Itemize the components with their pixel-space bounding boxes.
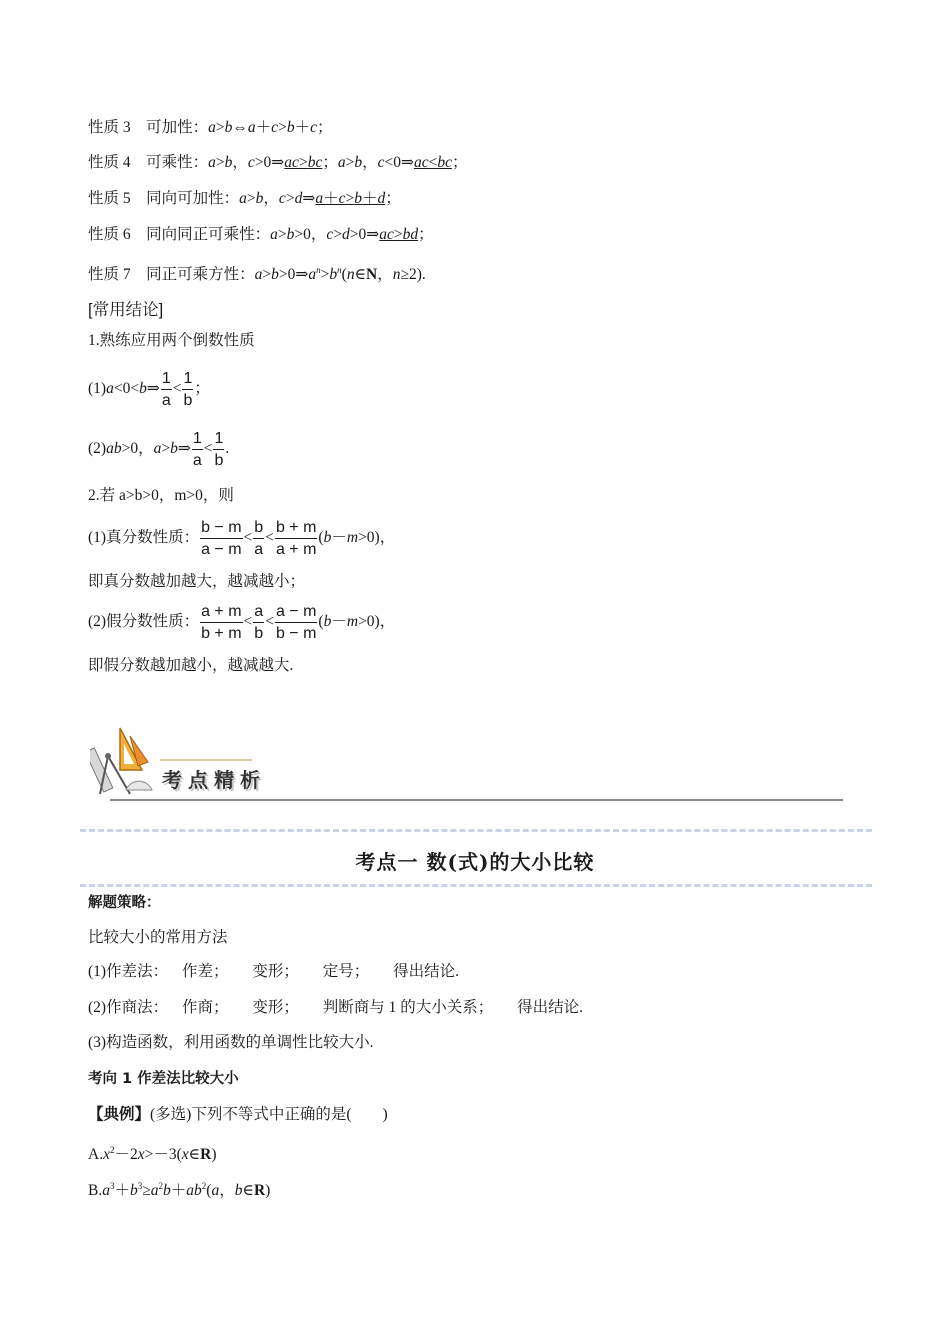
direction-heading: 考向 1 作差法比较大小 [88,1071,239,1087]
strategy-heading: 解题策略： [88,895,161,911]
false-fraction-property: (2)假分数性质： $\frac{a + m}{b + m}$ < $\frac{a}{b}$ < $\frac{a - m}{b - m}$ (b－m>0)， [88,602,396,642]
property-6 [88,225,434,245]
property-label: 性质 3 [88,119,131,136]
method-step: 变形； [252,999,299,1016]
property-3 [88,118,332,138]
property-formula: $a>b>0\Rightarrow a^n>b^n(n\in N$，n≥2). [254,265,426,284]
false-fraction-label: (2)假分数性质： [88,613,200,630]
property-name: 可乘性： [146,154,209,171]
property-5 [88,189,401,209]
method-1 [88,962,459,982]
true-fraction-property: (1)真分数性质： $\frac{b - m}{a - m}$ < $\frac{b}{a}$ < $\frac{b + m}{a + m}$ (b－m>0)， [88,518,396,558]
example-tag: 【典例】 [88,1106,151,1123]
reciprocal-property-2: (2)ab>0，a>b⇒ $\frac{1}{a}$ < $\frac{1}{b}$ . [88,430,230,469]
drafting-tools-icon [90,726,156,798]
method-step: 得出结论. [517,999,584,1016]
option-a: $A.x^2-2x>-3(x\in R)$ [88,1145,217,1164]
method-step: 作差； [181,963,229,980]
dashed-divider-bottom [80,884,872,887]
method-step: 定号； [322,963,370,980]
dashed-divider-top [80,829,872,832]
option-b: $B.a^3+b^3\ge a^2b+ab^2(a$，b∈R) [88,1181,271,1200]
property-formula: a>b>0，c>d>0⇒ac>bd； [270,226,434,243]
property-label: 性质 6 [88,226,131,243]
true-fraction-label: (1)真分数性质： [88,529,200,546]
property-name: 同正可乘方性： [146,266,255,284]
method-label: (1)作差法： [88,963,169,980]
property-formula: a>b，c>0⇒ac>bc；a>b，c<0⇒ac<bc； [208,154,468,171]
common-conclusions-heading: [常用结论] [88,301,164,319]
property-name: 同向可加性： [146,190,240,207]
method-step: 变形； [252,963,299,980]
property-name: 可加性： [146,119,209,136]
method-step: 得出结论. [393,963,460,980]
method-step: 判断商与 1 的大小关系； [322,999,494,1016]
false-fraction-note: 即假分数越加越小，越减越大. [88,657,294,674]
strategy-intro: 比较大小的常用方法 [88,929,228,946]
property-name: 同向同正可乘性： [146,226,271,243]
banner-title: 考点精析 [162,768,266,792]
example-stem [88,1105,388,1125]
method-label: (2)作商法： [88,999,169,1016]
property-label: 性质 7 [88,266,131,284]
topic-title: 考点一 数(式)的大小比较 [355,850,595,874]
example-question: (多选)下列不等式中正确的是( ) [150,1106,388,1123]
conclusion-1: 1.熟练应用两个倒数性质 [88,332,255,349]
property-label: 性质 4 [88,154,131,171]
conclusion-2: 2.若 a>b>0，m>0，则 [88,487,234,504]
property-label: 性质 5 [88,190,131,207]
method-3: (3)构造函数，利用函数的单调性比较大小. [88,1034,374,1051]
property-formula: a>b⇔a＋c>b＋c； [208,119,333,136]
banner-accent-line [160,759,252,761]
property-4 [88,153,468,173]
reciprocal-property-1: (1)a<0<b⇒ $\frac{1}{a}$ < $\frac{1}{b}$ ； [88,370,210,409]
true-fraction-note: 即真分数越加越大，越减越小； [88,573,306,590]
method-2 [88,998,583,1018]
banner-divider [110,799,843,801]
property-7 [88,260,426,285]
property-formula: a>b，c>d⇒a＋c>b＋d； [239,190,401,207]
method-step: 作商； [181,999,229,1016]
